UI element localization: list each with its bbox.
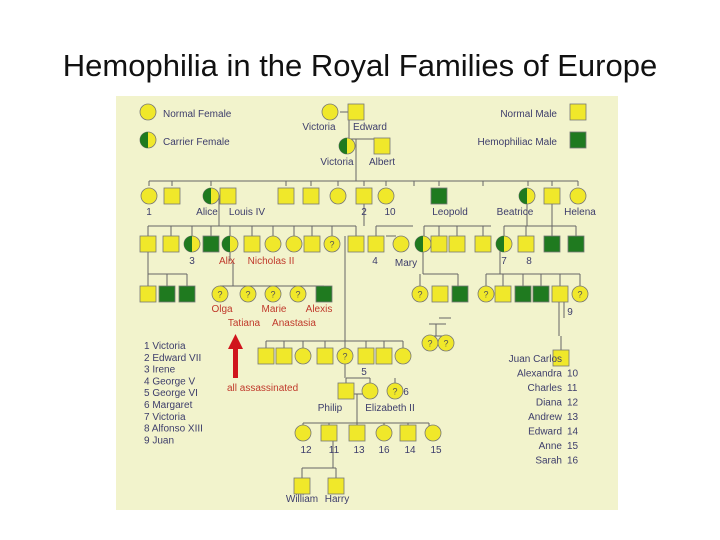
carrier-female-symbol bbox=[415, 236, 431, 252]
female-symbol bbox=[322, 104, 338, 120]
male-symbol bbox=[244, 236, 260, 252]
male-symbol bbox=[317, 348, 333, 364]
svg-text:?: ? bbox=[443, 338, 449, 349]
male-symbol bbox=[276, 348, 292, 364]
pedigree-symbols bbox=[140, 104, 588, 494]
right-list bbox=[509, 354, 579, 467]
carrier-female-symbol bbox=[140, 132, 156, 148]
label-2: 2 bbox=[361, 207, 367, 218]
label-8: 8 bbox=[526, 256, 532, 267]
key-list-item: 6 Margaret bbox=[144, 400, 193, 411]
male-symbol bbox=[258, 348, 274, 364]
male-symbol bbox=[338, 383, 354, 399]
svg-text:?: ? bbox=[483, 289, 489, 300]
male-symbol bbox=[374, 138, 390, 154]
female-symbol bbox=[362, 383, 378, 399]
unknown-female-symbol bbox=[438, 335, 454, 351]
label-nicholas: Nicholas II bbox=[247, 256, 295, 267]
right-list-name: Alexandra bbox=[516, 368, 562, 380]
legend-normal-female: Normal Female bbox=[163, 109, 232, 120]
label-c12: 12 bbox=[300, 445, 312, 456]
right-list-number: 10 bbox=[567, 368, 579, 380]
unknown-female-symbol bbox=[572, 286, 588, 302]
right-list-number: 15 bbox=[567, 441, 579, 452]
unknown-female-symbol bbox=[212, 286, 228, 302]
hemophiliac-male-symbol bbox=[179, 286, 195, 302]
male-symbol bbox=[328, 478, 344, 494]
label-c14: 14 bbox=[404, 445, 416, 456]
key-list-item: 4 George V bbox=[144, 376, 196, 388]
female-symbol bbox=[425, 425, 441, 441]
hemophiliac-male-symbol bbox=[568, 236, 584, 252]
right-list-number: 14 bbox=[567, 426, 579, 438]
male-symbol bbox=[220, 188, 236, 204]
pedigree-chart bbox=[116, 96, 618, 510]
female-symbol bbox=[393, 236, 409, 252]
hemophiliac-male-symbol bbox=[515, 286, 531, 302]
arrow-icon bbox=[228, 334, 243, 378]
key-list-item: 8 Alfonso XIII bbox=[144, 423, 203, 435]
label-albert: Albert bbox=[368, 157, 396, 168]
right-list-name: Anne bbox=[538, 441, 562, 452]
male-symbol bbox=[431, 236, 447, 252]
label-marie: Marie bbox=[261, 304, 287, 315]
male-symbol bbox=[278, 188, 294, 204]
male-symbol bbox=[376, 348, 392, 364]
male-symbol bbox=[368, 236, 384, 252]
unknown-female-symbol bbox=[337, 348, 353, 364]
key-list-item: 1 Victoria bbox=[144, 341, 186, 352]
right-list-name: Diana bbox=[535, 397, 562, 409]
svg-text:?: ? bbox=[295, 289, 301, 300]
svg-text:?: ? bbox=[417, 289, 423, 300]
label-4: 4 bbox=[372, 256, 378, 267]
label-alix: Alix bbox=[218, 256, 236, 267]
male-symbol bbox=[304, 236, 320, 252]
hemophiliac-male-symbol bbox=[159, 286, 175, 302]
male-symbol bbox=[321, 425, 337, 441]
unknown-female-symbol bbox=[387, 383, 403, 399]
right-list-name: Sarah bbox=[535, 455, 562, 467]
label-louis: Louis IV bbox=[228, 207, 266, 218]
unknown-female-symbol bbox=[412, 286, 428, 302]
legend-hemophiliac-male: Hemophiliac Male bbox=[477, 137, 557, 148]
right-list-name: Edward bbox=[528, 426, 562, 438]
svg-text:?: ? bbox=[245, 289, 251, 300]
key-list-item: 5 George VI bbox=[144, 388, 198, 400]
male-symbol bbox=[358, 348, 374, 364]
right-list-name: Andrew bbox=[528, 412, 562, 423]
unknown-female-symbol bbox=[265, 286, 281, 302]
male-symbol bbox=[400, 425, 416, 441]
right-list-number: 13 bbox=[567, 412, 579, 423]
male-symbol bbox=[140, 236, 156, 252]
hemophiliac-male-symbol bbox=[431, 188, 447, 204]
label-harry: Harry bbox=[324, 494, 350, 505]
female-symbol bbox=[378, 188, 394, 204]
svg-text:?: ? bbox=[427, 338, 433, 349]
female-symbol bbox=[286, 236, 302, 252]
unknown-female-symbol bbox=[478, 286, 494, 302]
label-9: 9 bbox=[567, 307, 573, 318]
carrier-female-symbol bbox=[184, 236, 200, 252]
male-symbol bbox=[164, 188, 180, 204]
legend-carrier-female: Carrier Female bbox=[163, 137, 230, 148]
key-list-item: 2 Edward VII bbox=[144, 352, 202, 364]
key-list-item: 9 Juan bbox=[144, 435, 175, 447]
hemophiliac-male-symbol bbox=[533, 286, 549, 302]
label-10: 10 bbox=[384, 207, 396, 218]
unknown-female-symbol bbox=[240, 286, 256, 302]
male-symbol bbox=[449, 236, 465, 252]
label-edward: Edward bbox=[353, 122, 387, 133]
label-leopold: Leopold bbox=[432, 207, 468, 218]
male-symbol bbox=[303, 188, 319, 204]
carrier-female-symbol bbox=[519, 188, 535, 204]
label-7: 7 bbox=[501, 256, 507, 267]
svg-text:?: ? bbox=[342, 351, 348, 362]
svg-text:?: ? bbox=[329, 239, 335, 250]
label-anastasia: Anastasia bbox=[272, 318, 316, 329]
carrier-female-symbol bbox=[339, 138, 355, 154]
label-beatrice: Beatrice bbox=[496, 207, 534, 218]
label-mary: Mary bbox=[394, 258, 418, 269]
female-symbol bbox=[330, 188, 346, 204]
key-list-item: 3 Irene bbox=[144, 364, 176, 376]
key-list-item: 7 Victoria bbox=[144, 411, 186, 423]
male-symbol bbox=[518, 236, 534, 252]
male-symbol bbox=[475, 236, 491, 252]
female-symbol bbox=[376, 425, 392, 441]
male-symbol bbox=[356, 188, 372, 204]
label-1: 1 bbox=[146, 207, 152, 218]
carrier-female-symbol bbox=[203, 188, 219, 204]
male-symbol bbox=[294, 478, 310, 494]
label-5: 5 bbox=[361, 367, 367, 378]
legend-normal-male: Normal Male bbox=[500, 109, 557, 120]
svg-text:?: ? bbox=[577, 289, 583, 300]
hemophiliac-male-symbol bbox=[544, 236, 560, 252]
label-6: 6 bbox=[403, 387, 409, 398]
female-symbol bbox=[140, 104, 156, 120]
hemophiliac-male-symbol bbox=[452, 286, 468, 302]
unknown-female-symbol bbox=[324, 236, 340, 252]
label-c13: 13 bbox=[353, 445, 365, 456]
label-3: 3 bbox=[189, 256, 195, 267]
right-list-name: Charles bbox=[527, 383, 562, 394]
label-c16: 16 bbox=[378, 445, 390, 456]
label-helena: Helena bbox=[564, 207, 596, 218]
male-symbol bbox=[349, 425, 365, 441]
pedigree-svg bbox=[116, 96, 618, 510]
female-symbol bbox=[295, 348, 311, 364]
male-symbol bbox=[544, 188, 560, 204]
label-c15: 15 bbox=[430, 445, 442, 456]
unknown-female-symbol bbox=[422, 335, 438, 351]
male-symbol bbox=[140, 286, 156, 302]
key-list bbox=[144, 341, 203, 446]
female-symbol bbox=[141, 188, 157, 204]
male-symbol bbox=[348, 104, 364, 120]
label-assassinated: all assassinated bbox=[227, 383, 299, 394]
label-c11: 11 bbox=[328, 445, 340, 456]
male-symbol bbox=[495, 286, 511, 302]
svg-text:?: ? bbox=[217, 289, 223, 300]
male-symbol bbox=[348, 236, 364, 252]
label-alice: Alice bbox=[196, 207, 218, 218]
female-symbol bbox=[295, 425, 311, 441]
right-list-number: 11 bbox=[567, 383, 578, 394]
label-alexis: Alexis bbox=[305, 304, 333, 315]
label-philip: Philip bbox=[317, 403, 343, 414]
right-list-name: Juan Carlos bbox=[508, 354, 562, 365]
carrier-female-symbol bbox=[222, 236, 238, 252]
male-symbol bbox=[163, 236, 179, 252]
female-symbol bbox=[265, 236, 281, 252]
female-symbol bbox=[570, 188, 586, 204]
label-elizabeth: Elizabeth II bbox=[365, 403, 415, 414]
svg-text:?: ? bbox=[270, 289, 276, 300]
hemophiliac-male-symbol bbox=[316, 286, 332, 302]
male-symbol bbox=[432, 286, 448, 302]
label-victoria-queen: Victoria bbox=[320, 157, 354, 168]
carrier-female-symbol bbox=[496, 236, 512, 252]
right-list-number: 12 bbox=[567, 397, 579, 409]
unknown-female-symbol bbox=[290, 286, 306, 302]
slide-title: Hemophilia in the Royal Families of Europe bbox=[62, 48, 658, 83]
male-symbol bbox=[552, 286, 568, 302]
right-list-number: 16 bbox=[567, 455, 579, 467]
label-olga: Olga bbox=[211, 304, 233, 315]
male-symbol bbox=[570, 104, 586, 120]
svg-text:?: ? bbox=[392, 386, 398, 397]
hemophiliac-male-symbol bbox=[203, 236, 219, 252]
label-william: William bbox=[285, 494, 319, 505]
female-symbol bbox=[395, 348, 411, 364]
label-tatiana: Tatiana bbox=[227, 318, 261, 329]
label-victoria: Victoria bbox=[302, 122, 336, 133]
hemophiliac-male-symbol bbox=[570, 132, 586, 148]
